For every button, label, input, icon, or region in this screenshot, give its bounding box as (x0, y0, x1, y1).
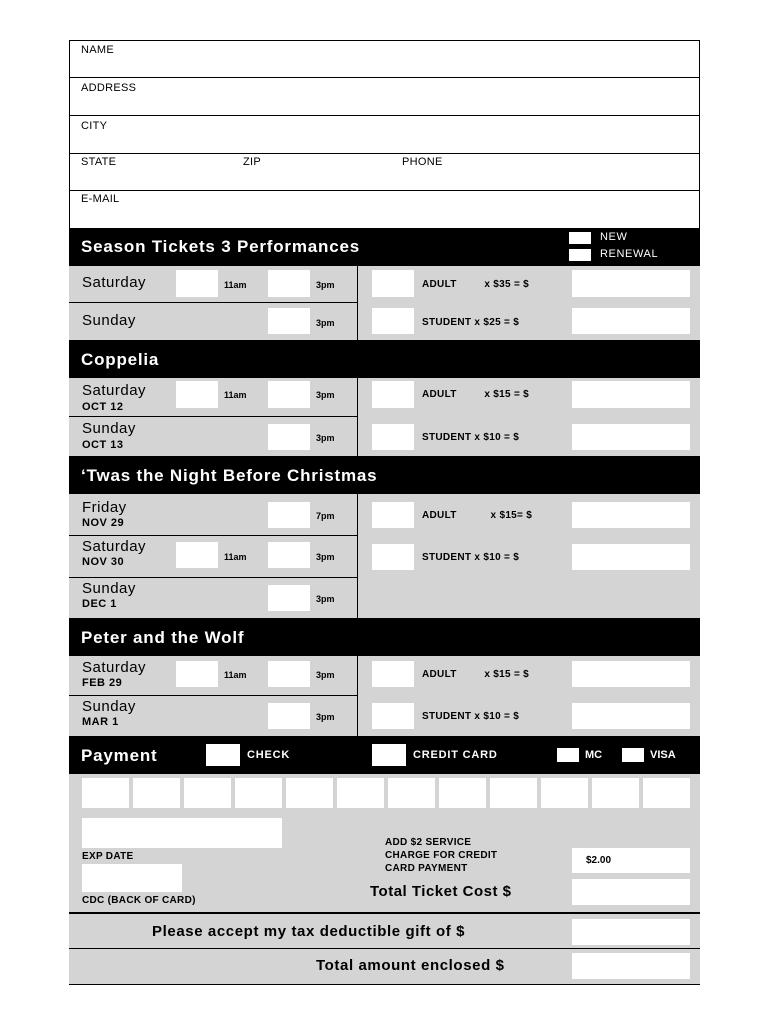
card-digit-box[interactable] (184, 778, 231, 808)
christmas-sunday-date: DEC 1 (82, 598, 117, 610)
christmas-student-label: STUDENT x $10 = $ (422, 552, 520, 563)
wolf-student-qty[interactable] (372, 703, 414, 729)
christmas-sat-3pm-box[interactable] (268, 542, 310, 568)
name-field[interactable] (69, 40, 700, 78)
wolf-sun-3pm-box[interactable] (268, 703, 310, 729)
christmas-sat-3pm-label: 3pm (316, 552, 335, 562)
service-charge-box (572, 848, 690, 873)
christmas-title: ‘Twas the Night Before Christmas (81, 466, 378, 485)
coppelia-student-label: STUDENT x $10 = $ (422, 432, 520, 443)
christmas-header (69, 456, 700, 494)
service-charge-amount: $2.00 (586, 855, 612, 866)
wolf-student-label: STUDENT x $10 = $ (422, 711, 520, 722)
christmas-adult-label: ADULT x $15= $ (422, 510, 533, 521)
check-checkbox[interactable] (206, 744, 240, 766)
check-label: CHECK (247, 749, 291, 761)
city-field[interactable] (69, 116, 700, 154)
christmas-sun-3pm-label: 3pm (316, 594, 335, 604)
season-student-total[interactable] (572, 308, 690, 334)
christmas-friday-date: NOV 29 (82, 517, 125, 529)
phone-label: PHONE (402, 156, 443, 168)
christmas-sunday-label: Sunday (82, 580, 136, 597)
christmas-friday-label: Friday (82, 499, 127, 516)
card-digit-box[interactable] (592, 778, 639, 808)
email-field[interactable] (69, 191, 700, 228)
coppelia-saturday-date: OCT 12 (82, 401, 124, 413)
season-adult-label: ADULT x $35 = $ (422, 279, 530, 290)
wolf-sunday-date: MAR 1 (82, 716, 119, 728)
credit-card-checkbox[interactable] (372, 744, 406, 766)
season-saturday-label: Saturday (82, 274, 147, 291)
exp-date-label: EXP DATE (82, 851, 134, 862)
wolf-sat-3pm-label: 3pm (316, 670, 335, 680)
mc-label: MC (585, 749, 603, 761)
city-label: CITY (81, 120, 108, 132)
email-label: E-MAIL (81, 193, 120, 205)
coppelia-title: Coppelia (81, 350, 160, 369)
coppelia-adult-total[interactable] (572, 381, 690, 408)
christmas-student-qty[interactable] (372, 544, 414, 570)
christmas-row-line-1 (69, 535, 357, 536)
coppelia-sun-3pm-box[interactable] (268, 424, 310, 450)
payment-header (69, 736, 700, 774)
wolf-divider (357, 656, 358, 736)
coppelia-student-total[interactable] (572, 424, 690, 450)
service-charge-line-2: CHARGE FOR CREDIT (385, 850, 498, 861)
visa-label: VISA (650, 749, 676, 761)
card-digit-box[interactable] (82, 778, 129, 808)
season-adult-total[interactable] (572, 270, 690, 297)
exp-date-input[interactable] (82, 818, 282, 848)
season-student-label: STUDENT x $25 = $ (422, 317, 520, 328)
card-digit-box[interactable] (439, 778, 486, 808)
coppelia-sat-11am-box[interactable] (176, 381, 218, 408)
zip-label: ZIP (243, 156, 262, 168)
wolf-sat-11am-label: 11am (224, 670, 247, 680)
christmas-adult-qty[interactable] (372, 502, 414, 528)
wolf-row-line (69, 695, 357, 696)
card-digit-box[interactable] (133, 778, 180, 808)
wolf-saturday-date: FEB 29 (82, 677, 123, 689)
christmas-sat-11am-box[interactable] (176, 542, 218, 568)
credit-card-label: CREDIT CARD (413, 749, 498, 761)
wolf-adult-label: ADULT x $15 = $ (422, 669, 530, 680)
renewal-checkbox[interactable] (569, 249, 591, 261)
coppelia-sat-3pm-box[interactable] (268, 381, 310, 408)
total-ticket-cost-input[interactable] (572, 879, 690, 905)
season-sat-3pm-box[interactable] (268, 270, 310, 297)
card-digit-box[interactable] (541, 778, 588, 808)
christmas-student-total[interactable] (572, 544, 690, 570)
state-label: STATE (81, 156, 117, 168)
wolf-title: Peter and the Wolf (81, 628, 245, 647)
christmas-saturday-date: NOV 30 (82, 556, 125, 568)
season-student-qty[interactable] (372, 308, 414, 334)
gift-label: Please accept my tax deductible gift of $ (152, 923, 466, 940)
state-zip-phone-row[interactable] (69, 154, 700, 191)
season-divider (357, 266, 358, 340)
season-sunday-label: Sunday (82, 312, 136, 329)
coppelia-saturday-label: Saturday (82, 382, 147, 399)
cdc-label: CDC (BACK OF CARD) (82, 895, 196, 906)
gift-amount-input[interactable] (572, 919, 690, 945)
christmas-saturday-label: Saturday (82, 538, 147, 555)
card-digit-box[interactable] (388, 778, 435, 808)
coppelia-sunday-date: OCT 13 (82, 439, 124, 451)
season-sun-3pm-box[interactable] (268, 308, 310, 334)
season-sat-11am-label: 11am (224, 280, 247, 290)
wolf-adult-qty[interactable] (372, 661, 414, 687)
wolf-sat-11am-box[interactable] (176, 661, 218, 687)
season-sun-3pm-label: 3pm (316, 318, 335, 328)
season-sat-11am-box[interactable] (176, 270, 218, 297)
christmas-adult-total[interactable] (572, 502, 690, 528)
coppelia-student-qty[interactable] (372, 424, 414, 450)
new-label: NEW (600, 231, 628, 243)
renewal-label: RENEWAL (600, 248, 659, 260)
christmas-sat-11am-label: 11am (224, 552, 247, 562)
coppelia-sunday-label: Sunday (82, 420, 136, 437)
mc-checkbox[interactable] (557, 748, 579, 762)
wolf-saturday-label: Saturday (82, 659, 147, 676)
address-label: ADDRESS (81, 82, 137, 94)
cdc-input[interactable] (82, 864, 182, 892)
wolf-sat-3pm-box[interactable] (268, 661, 310, 687)
season-tickets-title: Season Tickets 3 Performances (81, 237, 360, 256)
service-charge-line-3: CARD PAYMENT (385, 863, 468, 874)
card-digit-box[interactable] (643, 778, 690, 808)
total-enclosed-input[interactable] (572, 953, 690, 979)
card-digit-box[interactable] (490, 778, 537, 808)
coppelia-adult-qty[interactable] (372, 381, 414, 408)
payment-title: Payment (81, 746, 158, 765)
coppelia-row-line (69, 416, 357, 417)
christmas-divider (357, 494, 358, 618)
visa-checkbox[interactable] (622, 748, 644, 762)
christmas-row-line-2 (69, 577, 357, 578)
wolf-sun-3pm-label: 3pm (316, 712, 335, 722)
address-field[interactable] (69, 78, 700, 116)
new-checkbox[interactable] (569, 232, 591, 244)
season-adult-qty[interactable] (372, 270, 414, 297)
coppelia-adult-label: ADULT x $15 = $ (422, 389, 530, 400)
season-tickets-header (69, 228, 700, 266)
card-digit-box[interactable] (337, 778, 384, 808)
christmas-fri-7pm-label: 7pm (316, 511, 335, 521)
coppelia-sat-11am-label: 11am (224, 390, 247, 400)
wolf-sunday-label: Sunday (82, 698, 136, 715)
christmas-sun-3pm-box[interactable] (268, 585, 310, 611)
wolf-student-total[interactable] (572, 703, 690, 729)
service-charge-line-1: ADD $2 SERVICE (385, 837, 472, 848)
coppelia-sun-3pm-label: 3pm (316, 433, 335, 443)
card-digit-box[interactable] (235, 778, 282, 808)
name-label: NAME (81, 44, 114, 56)
season-row-line (69, 302, 357, 303)
christmas-fri-7pm-box[interactable] (268, 502, 310, 528)
season-sat-3pm-label: 3pm (316, 280, 335, 290)
coppelia-header (69, 340, 700, 378)
card-digit-box[interactable] (286, 778, 333, 808)
wolf-header (69, 618, 700, 656)
total-ticket-cost-label: Total Ticket Cost $ (370, 883, 512, 900)
coppelia-sat-3pm-label: 3pm (316, 390, 335, 400)
coppelia-divider (357, 378, 358, 456)
total-enclosed-label: Total amount enclosed $ (316, 957, 505, 974)
wolf-adult-total[interactable] (572, 661, 690, 687)
